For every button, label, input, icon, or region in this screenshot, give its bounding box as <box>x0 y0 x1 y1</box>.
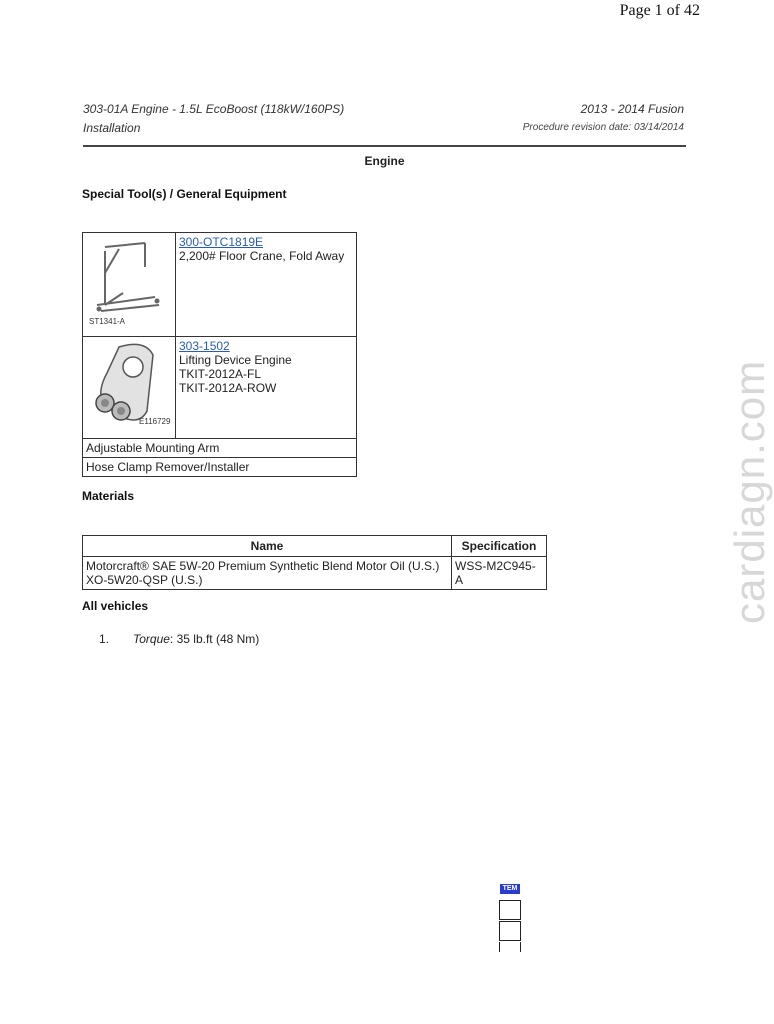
procedure-subtitle: Installation <box>83 121 141 135</box>
materials-heading: Materials <box>82 489 135 503</box>
tool-description-line: Lifting Device Engine <box>179 353 292 367</box>
image-caption: E116729 <box>139 417 171 426</box>
revision-date: Procedure revision date: 03/14/2014 <box>522 122 684 133</box>
tool-description <box>176 233 357 337</box>
vehicle-model: 2013 - 2014 Fusion <box>580 102 684 116</box>
material-name-line: XO-5W20-QSP (U.S.) <box>86 573 203 587</box>
materials-table <box>82 535 547 590</box>
tool-description <box>176 337 357 439</box>
tool-description-line: TKIT-2012A-ROW <box>179 381 277 395</box>
step-number: 1. <box>99 632 110 646</box>
all-vehicles-heading: All vehicles <box>82 599 149 613</box>
column-header-name: Name <box>83 536 452 557</box>
step-label: Torque <box>133 632 170 646</box>
material-name <box>83 557 452 590</box>
tool-link-303-1502[interactable]: 303-1502 <box>179 339 230 353</box>
tem-icon: TEM <box>500 884 520 894</box>
page-number: Page 1 of 42 <box>619 2 700 19</box>
tool-description-line: 2,200# Floor Crane, Fold Away <box>179 249 345 263</box>
special-tools-heading: Special Tool(s) / General Equipment <box>82 187 287 201</box>
table-row <box>83 337 357 439</box>
general-equipment-item: Adjustable Mounting Arm <box>83 439 357 458</box>
tool-description-line: TKIT-2012A-FL <box>179 367 262 381</box>
checkbox-box[interactable] <box>499 921 521 941</box>
header-divider <box>83 145 686 147</box>
watermark: cardiagn.com <box>726 359 773 624</box>
general-equipment-item: Hose Clamp Remover/Installer <box>83 458 357 477</box>
column-header-specification: Specification <box>452 536 547 557</box>
lifting-device-image <box>83 337 176 439</box>
step-value: : 35 lb.ft (48 Nm) <box>169 632 260 646</box>
checkbox-box[interactable] <box>499 900 521 920</box>
table-row <box>83 458 357 477</box>
special-tools-table <box>82 232 357 477</box>
procedure-title: 303-01A Engine - 1.5L EcoBoost (118kW/160PS) <box>83 102 345 116</box>
tool-link-300-otc1819e[interactable]: 300-OTC1819E <box>179 235 264 249</box>
table-header-row <box>83 536 547 557</box>
table-row <box>83 439 357 458</box>
table-row <box>83 233 357 337</box>
box-stub <box>499 942 521 952</box>
list-item <box>99 632 259 646</box>
material-name-line: Motorcraft® SAE 5W-20 Premium Synthetic Blend Motor Oil (U.S.) <box>86 559 440 573</box>
material-specification: WSS-M2C945-A <box>452 557 547 590</box>
floor-crane-image <box>83 233 176 337</box>
section-title: Engine <box>364 154 405 168</box>
image-caption: ST1341-A <box>89 317 126 326</box>
table-row <box>83 557 547 590</box>
